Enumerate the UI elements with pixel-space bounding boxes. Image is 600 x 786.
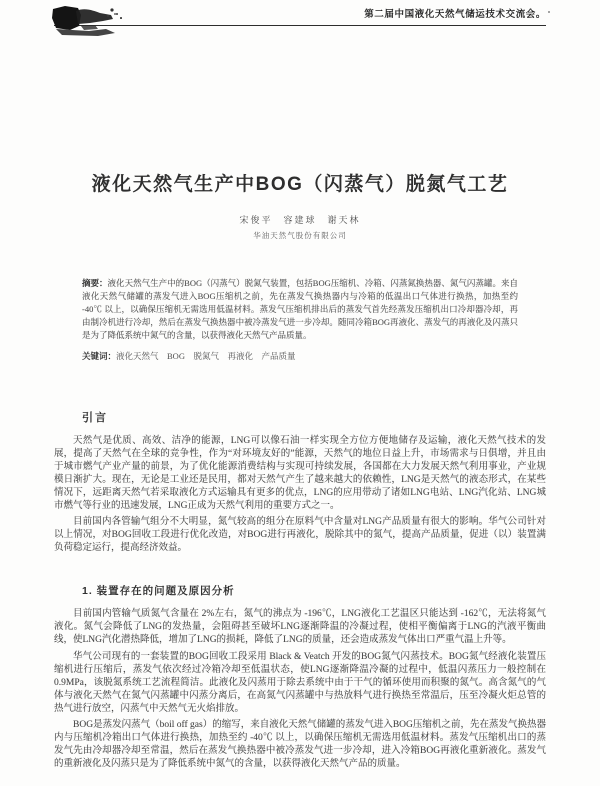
authors-line: 宋俊平 容建球 谢天林 [239,215,361,225]
keywords-block [82,350,518,363]
page-content [54,0,546,771]
section-heading-intro: 引言 [82,412,108,424]
ink-smudge-icon [51,2,117,40]
section-heading-1: 1. 装置存在的问题及原因分析 [82,585,235,598]
keywords-text: 液化天然气 BOG 脱氮气 再液化 产品质量 [116,351,296,361]
intro-paragraph-1: 天然气是优质、高效、洁净的能源，LNG可以像石油一样实现全方位方便地储存及运输，液化天然气技术的发展，提高了天然气在全球的竞争性，作为“对环境友好的”能源，天然气的地位日益上升，市场需求与日俱增，并且由于城市燃气产业产量的前景，为了优化能源消费结构与实现可持续发展，各国都在大力发展天然气利用事业，产业规模日渐扩大。现在，无论是工业还是民用，都对天然气产生了越来越大的依赖性，LNG是天然气的液态形式，在某些情况下，远距离天然气若采取液化方式运输具有更多的优点，LNG的应用带动了诸如LNG电站、LNG汽化站、LNG城市燃气等行业的迅速发展，LNG正成为天然气利用的重要方式之一。 [54,436,546,511]
page-header [54,0,546,33]
keywords-label: 关键词： [82,351,117,361]
section1-paragraph-1: 目前国内管输气质氮气含量在 2%左右，氮气的沸点为 -196℃，LNG液化工艺温区只能达到 -162℃，无法将氮气液化。氮气会降低了LNG的发热量，会阻碍甚至破坏LNG逐渐降温的冷凝过程，使相平衡偏离于LNG的汽液平衡曲线，使LNG汽化潜热降低，增加了LNG的损耗，降低了LNG的质量，还会造成蒸发气体出口严重气温上升等。 [54,609,546,645]
header-rule [54,25,546,26]
paper-title: 液化天然气生产中BOG（闪蒸气）脱氮气工艺 [91,174,509,195]
abstract-label: 摘要： [82,278,108,288]
abstract-text: 液化天然气生产中的BOG（闪蒸气）脱氮气装置，包括BOG压缩机、冷箱、闪蒸氮换热器、氮气闪蒸罐。来自液化天然气储罐的蒸发气进入BOG压缩机之前，先在蒸发气换热器内与冷箱的低温出口气体进行换热，加热至约 -40℃ 以上，以确保压缩机无需选用低温材料。蒸发气压缩机排出后的蒸发气首先经蒸发压缩机出口冷却器冷却，再由制冷机进行冷却，然后在蒸发气换热器中被冷蒸发气进一步冷却。随同冷箱BOG再液化、蒸发气的再液化及闪蒸只是为了降低系统中氮气的含量，以获得液化天然气产品质量。 [82,278,518,340]
conference-title: 第二届中国液化天然气储运技术交流会。 [364,9,546,20]
scan-speck [548,11,550,13]
section1-paragraph-3: BOG是蒸发闪蒸气（boil off gas）的缩写，来自液化天然气储罐的蒸发气进入BOG压缩机之前，先在蒸发气换热器内与压缩机冷箱出口气体进行换热，加热至约 -40℃ 以上，以确保压缩机无需选用低温材料。蒸发气压缩机出口的蒸发气先由冷却器冷却至常温，然后在蒸发气换热器中被冷蒸发气进一步冷却，进入冷箱BOG再液化重新液化。蒸发气的重新液化及闪蒸只是为了降低系统中氮气的含量，以获得液化天然气产品的质量。 [54,720,546,770]
affiliation-line: 华油天然气股份有限公司 [253,231,347,240]
abstract-block [82,277,518,342]
section1-paragraph-2: 华气公司现有的一套装置的BOG回收工段采用 Black & Veatch 开发的BOG氮气闪蒸技术。BOG氮气经液化装置压缩机进行压缩后，蒸发气依次经过冷箱冷却至低温状态，使LNG逐渐降温冷凝的过程中，低温闪蒸压力一般控制在 0.9MPa，该脱氮系统工艺流程简洁。此液化及闪蒸用于除去系统中由于干气的循环使用而积聚的氮气。高含氮气的气体与液化天然气在氮气闪蒸罐中闪蒸分离后，在高氮气闪蒸罐中与热放料气进行换热至常温后，压至冷凝火炬总管的热气进行放空，闪蒸气中天然气无火焰排放。 [54,651,546,714]
intro-paragraph-2: 目前国内各管输气组分不大明显，氮气较高的组分在原料气中含量对LNG产品质量有很大的影响。华气公司针对以上情况，对BOG回收工段进行优化改造，对BOG进行再液化，脱除其中的氮气，提高产品质量，促进（以）装置满负荷稳定运行，提高经济效益。 [54,517,546,554]
scan-speck [120,17,122,19]
